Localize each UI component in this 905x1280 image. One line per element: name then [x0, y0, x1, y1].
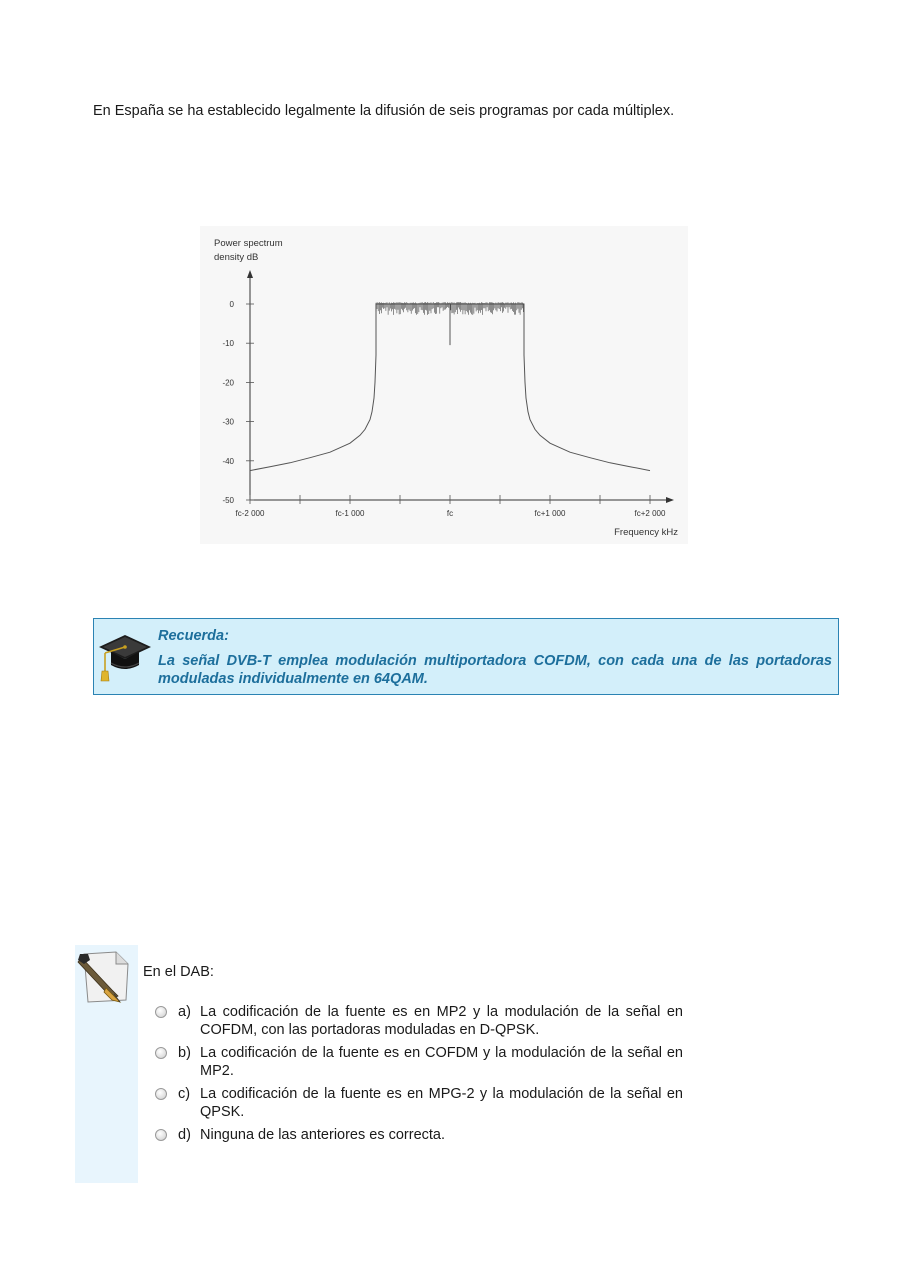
graduation-cap-icon — [97, 625, 153, 685]
y-tick-label: -10 — [222, 339, 234, 349]
option-text: Ninguna de las anteriores es correcta. — [200, 1127, 446, 1143]
option-radio[interactable] — [155, 1129, 167, 1141]
x-axis-arrow — [666, 497, 674, 503]
y-tick-label: -40 — [222, 456, 234, 466]
x-ticks — [236, 495, 666, 518]
spectrum-figure — [200, 226, 688, 544]
x-tick-label: fc — [446, 509, 454, 518]
option-text: La codificación de la fuente es en MPG-2 y la modulación de la señal en QPSK. — [200, 1086, 683, 1120]
x-tick-label: fc+2 000 — [634, 509, 666, 518]
y-axis-label-line1: Power spectrum — [214, 238, 283, 249]
option-radio[interactable] — [155, 1047, 167, 1059]
option-letter: c) — [178, 1086, 191, 1102]
pen-paper-icon — [76, 948, 134, 1006]
option-text: La codificación de la fuente es en COFDM y la modulación de la señal en MP2. — [200, 1045, 683, 1079]
spectrum-chart — [200, 226, 688, 544]
reminder-box — [93, 618, 839, 695]
x-tick-label: fc-1 000 — [335, 509, 365, 518]
option-letter: a) — [178, 1004, 191, 1020]
x-axis-label: Frequency kHz — [614, 527, 678, 538]
quiz-option[interactable] — [153, 1085, 683, 1121]
y-ticks — [222, 300, 254, 505]
option-radio[interactable] — [155, 1088, 167, 1100]
y-tick-label: -20 — [222, 378, 234, 388]
quiz-option[interactable] — [153, 1044, 683, 1080]
quiz-option[interactable] — [153, 1126, 683, 1144]
x-tick-label: fc+1 000 — [534, 509, 566, 518]
reminder-text: La señal DVB-T emplea modulación multiportadora COFDM, con cada una de las portadoras moduladas individualmente en 64QAM. — [158, 653, 832, 687]
option-radio[interactable] — [155, 1006, 167, 1018]
quiz-options-list — [153, 1003, 683, 1149]
y-tick-label: -50 — [222, 496, 234, 505]
y-tick-label: 0 — [229, 300, 234, 309]
option-text: La codificación de la fuente es en MP2 y la modulación de la señal en COFDM, con las portadoras moduladas en D-QPSK. — [200, 1004, 683, 1038]
y-axis-arrow — [247, 270, 253, 278]
intro-paragraph: En España se ha establecido legalmente la difusión de seis programas por cada múltiplex. — [93, 103, 675, 119]
quiz-question: En el DAB: — [143, 964, 214, 980]
option-letter: d) — [178, 1127, 191, 1143]
x-tick-label: fc-2 000 — [235, 509, 265, 518]
plot-area — [250, 302, 650, 471]
y-axis-label-line2: density dB — [214, 252, 259, 263]
quiz-option[interactable] — [153, 1003, 683, 1039]
reminder-title: Recuerda: — [158, 628, 229, 644]
option-letter: b) — [178, 1045, 191, 1061]
y-tick-label: -30 — [222, 417, 234, 427]
